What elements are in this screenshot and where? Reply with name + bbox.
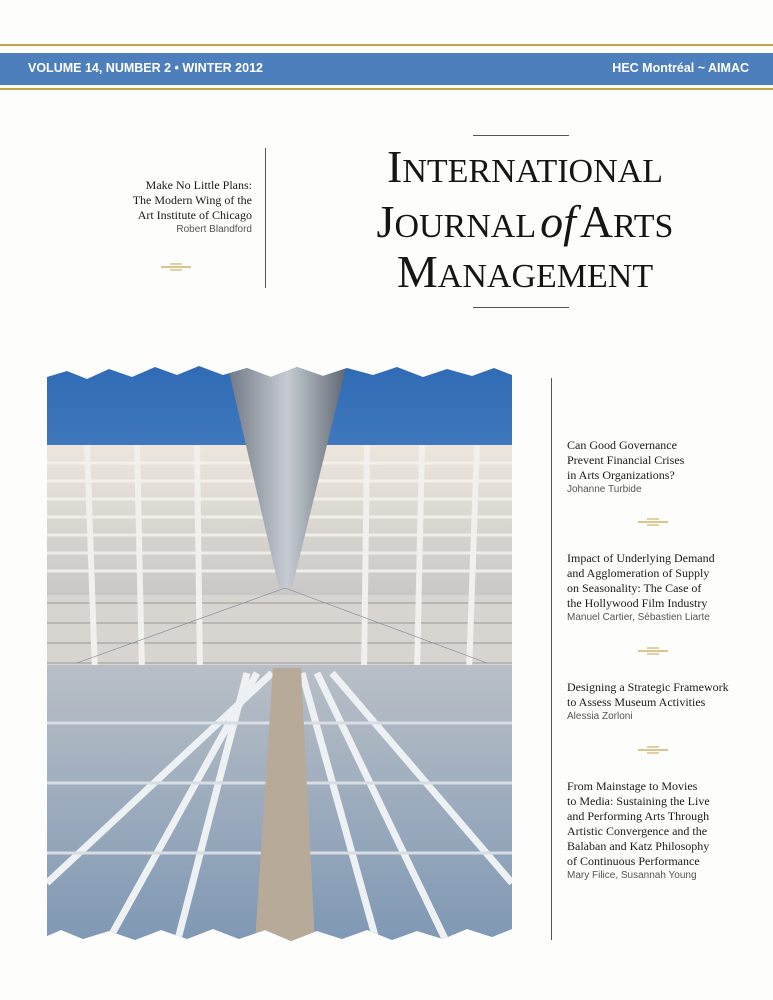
bottom-gold-rule (0, 88, 773, 90)
top-gold-rule (0, 44, 773, 46)
masthead-word: NTERNATIONAL (402, 153, 663, 190)
article-author: Alessia Zorloni (567, 711, 633, 722)
article-title-line: Balaban and Katz Philosophy (567, 839, 710, 853)
article-title-line: to Assess Museum Activities (567, 695, 706, 709)
ornament-divider-icon (638, 745, 668, 755)
masthead-vertical-rule (265, 148, 266, 288)
masthead-line-1 (290, 140, 760, 193)
article-title-line: Prevent Financial Crises (567, 453, 685, 467)
featured-title-line: Make No Little Plans: (145, 178, 252, 192)
masthead-word: ANAGEMENT (437, 258, 654, 295)
publisher-label: HEC Montréal ~ AIMAC (612, 61, 749, 75)
featured-author: Robert Blandford (176, 224, 252, 235)
article-item[interactable] (567, 551, 767, 625)
article-item[interactable] (567, 680, 767, 724)
masthead-top-rule (473, 135, 569, 136)
article-title-line: Impact of Underlying Demand (567, 551, 715, 565)
masthead-word: RTS (613, 208, 674, 245)
article-author: Manuel Cartier, Sébastien Liarte (567, 612, 710, 623)
issue-label: VOLUME 14, NUMBER 2 • WINTER 2012 (28, 61, 263, 75)
cover-photo (47, 363, 512, 943)
featured-article[interactable] (90, 178, 252, 237)
issue-banner (0, 53, 773, 85)
masthead-initial: A (579, 196, 614, 247)
featured-title-line: Art Institute of Chicago (137, 208, 252, 222)
article-author: Johanne Turbide (567, 484, 642, 495)
article-item[interactable] (567, 779, 767, 883)
ornament-divider-icon (638, 646, 668, 656)
article-title-line: Can Good Governance (567, 438, 677, 452)
masthead-bottom-rule (473, 307, 569, 308)
masthead-initial: M (396, 246, 438, 297)
masthead-line-2 (290, 195, 760, 248)
article-title-line: to Media: Sustaining the Live (567, 794, 710, 808)
article-author: Mary Filice, Susannah Young (567, 870, 697, 881)
article-title-line: Designing a Strategic Framework (567, 680, 729, 694)
masthead-word: OURNAL (394, 208, 537, 245)
article-title-line: of Continuous Performance (567, 854, 700, 868)
ornament-divider-icon (638, 517, 668, 527)
article-title-line: From Mainstage to Movies (567, 779, 698, 793)
article-title-line: Artistic Convergence and the (567, 824, 708, 838)
article-list-vertical-rule (551, 378, 552, 940)
ornament-divider-icon (161, 262, 191, 272)
masthead-initial: I (387, 141, 403, 192)
article-title-line: and Performing Arts Through (567, 809, 710, 823)
article-item[interactable] (567, 438, 767, 497)
featured-title-line: The Modern Wing of the (132, 193, 252, 207)
masthead-of: of (540, 196, 576, 247)
article-title-line: in Arts Organizations? (567, 468, 675, 482)
article-title-line: and Agglomeration of Supply (567, 566, 710, 580)
masthead-initial: J (376, 196, 395, 247)
masthead-line-3 (290, 245, 760, 298)
article-title-line: on Seasonality: The Case of (567, 581, 702, 595)
article-title-line: the Hollywood Film Industry (567, 596, 708, 610)
